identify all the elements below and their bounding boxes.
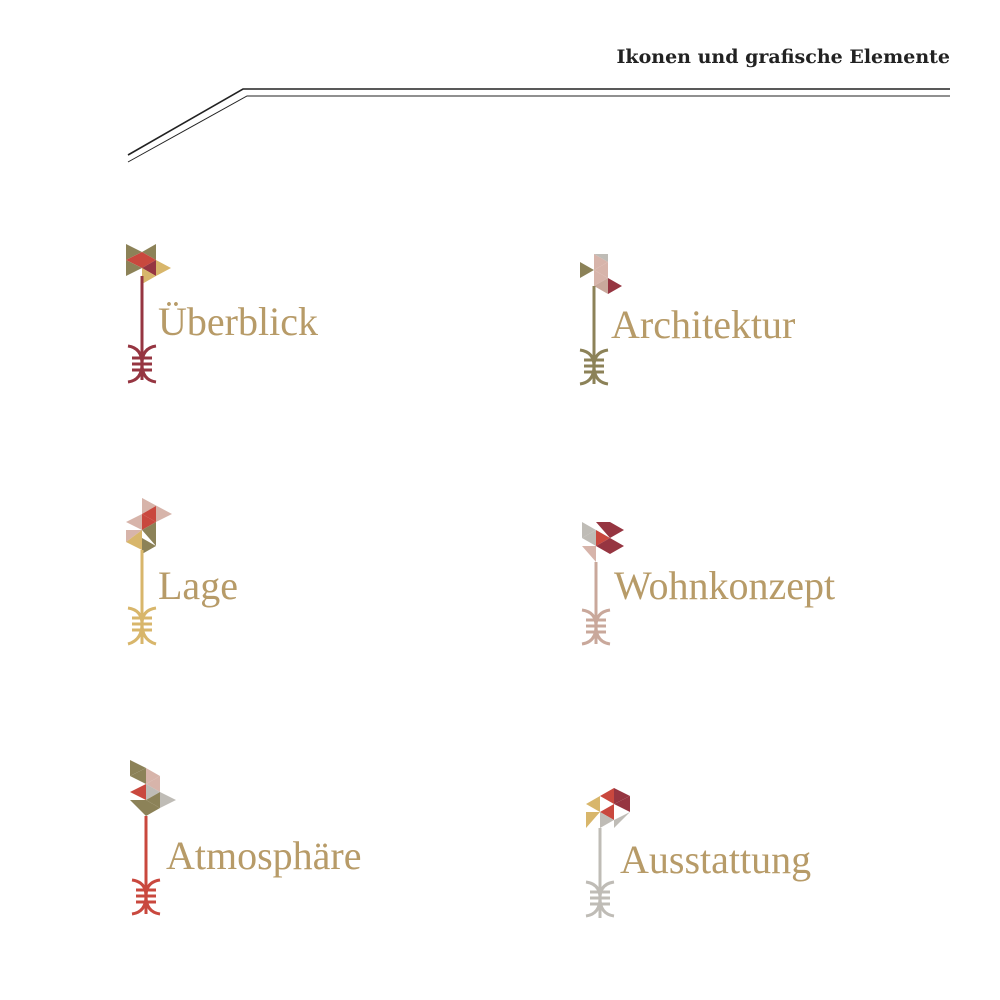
icon-label: Architektur — [611, 302, 796, 347]
header-rule — [0, 0, 1000, 200]
icon-item-ueberblick — [124, 240, 454, 390]
icon-item-ausstattung — [584, 784, 914, 934]
icon-item-wohnkonzept — [580, 518, 910, 668]
icon-label: Überblick — [158, 299, 318, 344]
icon-label: Wohnkonzept — [614, 563, 836, 608]
icon-label: Lage — [158, 563, 238, 608]
icon-label: Ausstattung — [620, 837, 812, 882]
icon-item-lage — [124, 494, 454, 644]
icon-item-architektur — [578, 250, 908, 400]
page-title: Ikonen und grafische Elemente — [616, 46, 950, 68]
icon-item-atmosphaere — [128, 756, 458, 906]
icon-label: Atmosphäre — [166, 833, 362, 878]
